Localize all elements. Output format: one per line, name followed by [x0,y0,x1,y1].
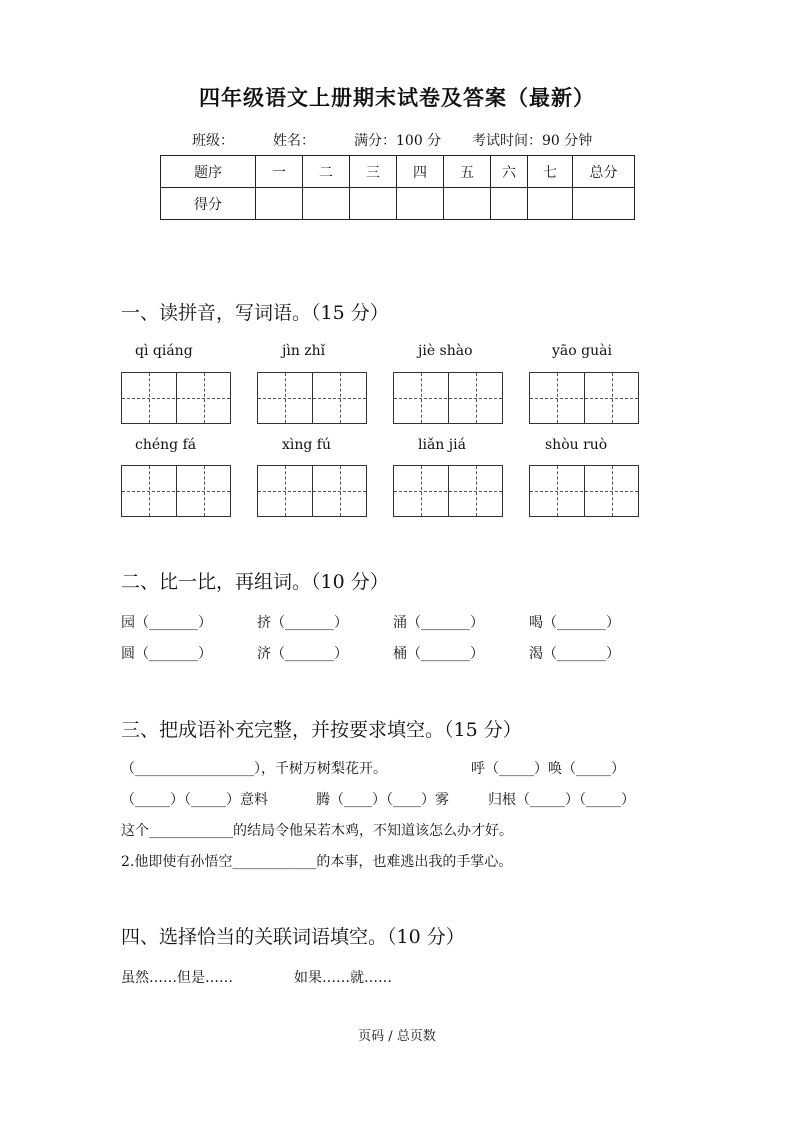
score-table [160,155,635,220]
pinyin-label: yāo guài [552,343,612,359]
page-title: 四年级语文上册期末试卷及答案（最新） [199,85,595,110]
score-cell[interactable] [573,188,635,220]
idiom-blank[interactable]: （_____）（_____）意料 [121,792,268,808]
writing-grid[interactable] [121,465,231,517]
score-header-cell: 总分 [573,156,635,188]
score-header-cell: 题序 [161,156,256,188]
compare-item[interactable]: 圆（_______） [121,646,212,662]
score-header-cell: 二 [303,156,350,188]
compare-item[interactable]: 园（_______） [121,615,212,631]
compare-item[interactable]: 喝（_______） [529,615,620,631]
name-label: 姓名： [273,133,315,149]
score-header-cell: 六 [491,156,528,188]
idiom-blank[interactable]: 归根（_____）（_____） [488,792,635,808]
pinyin-label: chéng fá [135,437,197,453]
writing-grid[interactable] [529,372,639,424]
writing-grid[interactable] [257,465,367,517]
section4-heading: 四、选择恰当的关联词语填空。（10 分） [121,926,465,948]
score-row-label: 得分 [161,188,256,220]
page-footer: 页码 / 总页数 [358,1029,436,1044]
compare-item[interactable]: 济（_______） [257,646,348,662]
score-cell[interactable] [528,188,573,220]
compare-item[interactable]: 挤（_______） [257,615,348,631]
pinyin-label: shòu ruò [545,437,608,453]
score-header-cell: 三 [350,156,397,188]
compare-item[interactable]: 涌（_______） [393,615,484,631]
idiom-blank[interactable]: （_________________），千树万树梨花开。 [121,761,387,777]
pinyin-label: jìn zhǐ [282,343,326,359]
pinyin-label: jiè shào [418,343,473,359]
writing-grid[interactable] [529,465,639,517]
score-cell[interactable] [256,188,303,220]
pinyin-label: xìng fú [282,437,331,453]
fill-sentence[interactable]: 2.他即使有孙悟空____________的本事，也难逃出我的手掌心。 [121,854,513,870]
pinyin-label: liǎn jiá [418,437,466,453]
writing-grid[interactable] [393,465,503,517]
exam-time-label: 考试时间：90 分钟 [472,133,593,149]
section1-heading: 一、读拼音，写词语。（15 分） [121,302,389,324]
section3-heading: 三、把成语补充完整，并按要求填空。（15 分） [121,719,522,741]
conjunction-option: 如果……就…… [294,970,392,986]
score-header-cell: 七 [528,156,573,188]
fill-sentence[interactable]: 这个____________的结局令他呆若木鸡，不知道该怎么办才好。 [121,823,513,839]
compare-item[interactable]: 桶（_______） [393,646,484,662]
pinyin-label: qì qiáng [135,343,193,359]
score-table-header-row [161,156,635,188]
full-score-label: 满分：100 分 [354,133,442,149]
score-cell[interactable] [491,188,528,220]
score-header-cell: 一 [256,156,303,188]
score-header-cell: 四 [397,156,444,188]
score-cell[interactable] [350,188,397,220]
section2-heading: 二、比一比，再组词。（10 分） [121,571,389,593]
idiom-blank[interactable]: 腾（____）（____）雾 [316,792,449,808]
score-cell[interactable] [444,188,491,220]
compare-item[interactable]: 渴（_______） [529,646,620,662]
conjunction-option: 虽然……但是…… [121,970,233,986]
writing-grid[interactable] [121,372,231,424]
idiom-blank[interactable]: 呼（_____）唤（_____） [471,761,625,777]
score-header-cell: 五 [444,156,491,188]
class-label: 班级： [192,133,234,149]
score-cell[interactable] [397,188,444,220]
score-cell[interactable] [303,188,350,220]
writing-grid[interactable] [257,372,367,424]
score-table-score-row [161,188,635,220]
writing-grid[interactable] [393,372,503,424]
